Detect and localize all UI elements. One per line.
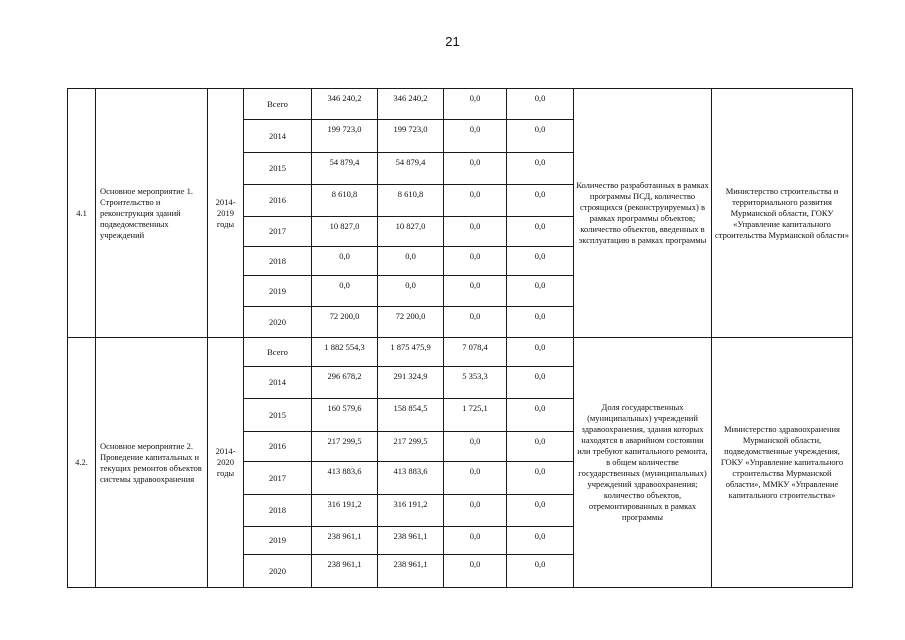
value-cell: 0,0 [444, 217, 507, 247]
page-number: 21 [445, 34, 460, 49]
value-cell: 346 240,2 [312, 89, 378, 120]
value-cell: 0,0 [507, 247, 574, 276]
value-cell: 296 678,2 [312, 367, 378, 399]
value-cell: 0,0 [444, 153, 507, 185]
value-cell: 7 078,4 [444, 338, 507, 367]
year-cell: 2017 [244, 217, 312, 247]
value-cell: 0,0 [507, 555, 574, 588]
value-cell: 0,0 [507, 120, 574, 153]
value-cell: 0,0 [444, 555, 507, 588]
executor-cell: Министерство строительства и территориального развития Мурманской области, ГОКУ «Управление капитального строительства Мурманской области» [712, 89, 853, 338]
value-cell: 0,0 [507, 217, 574, 247]
value-cell: 0,0 [507, 185, 574, 217]
value-cell: 238 961,1 [312, 527, 378, 555]
value-cell: 413 883,6 [378, 462, 444, 495]
value-cell: 0,0 [444, 307, 507, 338]
value-cell: 8 610,8 [312, 185, 378, 217]
value-cell: 316 191,2 [312, 495, 378, 527]
value-cell: 54 879,4 [378, 153, 444, 185]
value-cell: 54 879,4 [312, 153, 378, 185]
year-cell: 2016 [244, 185, 312, 217]
value-cell: 0,0 [507, 462, 574, 495]
value-cell: 413 883,6 [312, 462, 378, 495]
value-cell: 0,0 [507, 338, 574, 367]
value-cell: 0,0 [507, 432, 574, 462]
year-cell: 2017 [244, 462, 312, 495]
value-cell: 0,0 [312, 276, 378, 307]
value-cell: 0,0 [444, 276, 507, 307]
activity-name: Основное мероприятие 1. Строительство и реконструкция зданий подведомственных учреждений [96, 89, 208, 338]
value-cell: 0,0 [444, 247, 507, 276]
year-cell: 2016 [244, 432, 312, 462]
value-cell: 0,0 [507, 276, 574, 307]
value-cell: 0,0 [378, 247, 444, 276]
activity-name: Основное мероприятие 2. Проведение капитальных и текущих ремонтов объектов системы здравоохранения [96, 338, 208, 588]
value-cell: 0,0 [444, 432, 507, 462]
value-cell: 199 723,0 [378, 120, 444, 153]
value-cell: 0,0 [444, 89, 507, 120]
value-cell: 238 961,1 [378, 527, 444, 555]
value-cell: 160 579,6 [312, 399, 378, 432]
value-cell: 10 827,0 [378, 217, 444, 247]
value-cell: 5 353,3 [444, 367, 507, 399]
table-row [68, 89, 853, 120]
value-cell: 10 827,0 [312, 217, 378, 247]
year-cell: Всего [244, 338, 312, 367]
value-cell: 0,0 [444, 495, 507, 527]
year-cell: 2019 [244, 276, 312, 307]
value-cell: 199 723,0 [312, 120, 378, 153]
row-number: 4.2. [68, 338, 96, 588]
value-cell: 0,0 [444, 462, 507, 495]
year-cell: 2014 [244, 367, 312, 399]
value-cell: 72 200,0 [312, 307, 378, 338]
value-cell: 72 200,0 [378, 307, 444, 338]
executor-cell: Министерство здравоохранения Мурманской области, подведомственные учреждения, ГОКУ «Управление капитального строительства Мурманской области», ММКУ «Управление капитального строительства» [712, 338, 853, 588]
year-cell: 2015 [244, 153, 312, 185]
year-cell: 2018 [244, 495, 312, 527]
year-cell: 2019 [244, 527, 312, 555]
value-cell: 0,0 [444, 185, 507, 217]
value-cell: 8 610,8 [378, 185, 444, 217]
activity-period: 2014-2019 годы [208, 89, 244, 338]
value-cell: 1 725,1 [444, 399, 507, 432]
value-cell: 238 961,1 [312, 555, 378, 588]
value-cell: 217 299,5 [378, 432, 444, 462]
value-cell: 0,0 [507, 399, 574, 432]
value-cell: 0,0 [507, 89, 574, 120]
year-cell: Всего [244, 89, 312, 120]
value-cell: 0,0 [507, 153, 574, 185]
value-cell: 0,0 [507, 307, 574, 338]
value-cell: 291 324,9 [378, 367, 444, 399]
indicator-cell: Количество разработанных в рамках программы ПСД, количество строящихся (реконструируемых) в рамках программы объектов; количество объектов, введенных в эксплуатацию в рамках программы [574, 89, 712, 338]
year-cell: 2020 [244, 307, 312, 338]
year-cell: 2014 [244, 120, 312, 153]
value-cell: 0,0 [507, 495, 574, 527]
value-cell: 0,0 [444, 527, 507, 555]
year-cell: 2015 [244, 399, 312, 432]
table-row [68, 338, 853, 367]
value-cell: 0,0 [312, 247, 378, 276]
row-number: 4.1 [68, 89, 96, 338]
value-cell: 346 240,2 [378, 89, 444, 120]
value-cell: 1 882 554,3 [312, 338, 378, 367]
value-cell: 1 875 475,9 [378, 338, 444, 367]
value-cell: 0,0 [507, 367, 574, 399]
indicator-cell: Доля государственных (муниципальных) учреждений здравоохранения, здания которых находятся в аварийном состоянии или требуют капитального ремонта, в общем количестве государственных (муниципальных) учреждений здравоохранения; количество объектов, отремонтированных в рамках программы [574, 338, 712, 588]
value-cell: 0,0 [378, 276, 444, 307]
value-cell: 217 299,5 [312, 432, 378, 462]
value-cell: 158 854,5 [378, 399, 444, 432]
value-cell: 0,0 [444, 120, 507, 153]
activity-period: 2014-2020 годы [208, 338, 244, 588]
program-table [67, 88, 853, 588]
value-cell: 316 191,2 [378, 495, 444, 527]
value-cell: 0,0 [507, 527, 574, 555]
year-cell: 2020 [244, 555, 312, 588]
year-cell: 2018 [244, 247, 312, 276]
value-cell: 238 961,1 [378, 555, 444, 588]
